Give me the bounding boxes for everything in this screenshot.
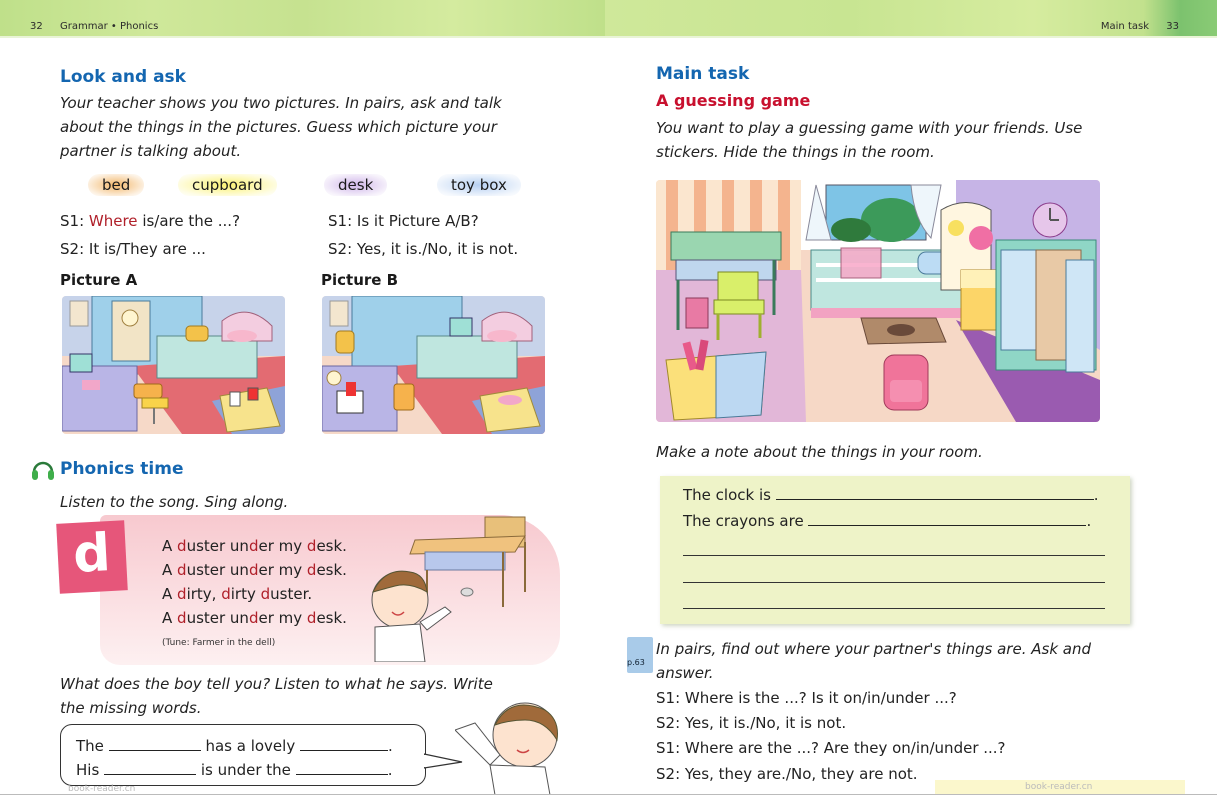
song-line-3: A dirty, dirty duster. — [162, 585, 313, 603]
dialogue-s2-right: S2: Yes, it is./No, it is not. — [328, 240, 519, 258]
song-line-1: A duster under my desk. — [162, 537, 347, 555]
vocab-desk: desk — [324, 174, 387, 196]
note-input-clock[interactable] — [776, 486, 1094, 500]
main-task-instruction-1: You want to play a guessing game with your friends. Use — [656, 119, 1083, 137]
main-dialogue-1: S1: Where is the ...? Is it on/in/under ...? — [656, 689, 957, 707]
main-task-title: Main task — [656, 64, 750, 84]
page-header-band — [605, 0, 1217, 38]
pairs-instruction-1: In pairs, find out where your partner's things are. Ask and — [656, 640, 1091, 658]
speech-line-1: The has a lovely . — [76, 737, 393, 755]
blank-input[interactable] — [300, 737, 388, 751]
section-label: Main task — [1100, 21, 1149, 32]
picture-b-label: Picture B — [321, 271, 399, 289]
bottom-rule — [0, 794, 605, 795]
boy-illustration — [455, 695, 565, 795]
main-dialogue-3: S1: Where are the ...? Are they on/in/under ...? — [656, 739, 1006, 757]
section-label: Grammar • Phonics — [60, 21, 159, 32]
tune-note: (Tune: Farmer in the dell) — [162, 638, 276, 648]
headphones-icon — [30, 456, 56, 482]
workbook-page-ref: p.63 — [627, 658, 645, 667]
note-blank-line[interactable] — [683, 582, 1105, 583]
main-dialogue-4: S2: Yes, they are./No, they are not. — [656, 765, 918, 783]
note-instruction: Make a note about the things in your room. — [656, 443, 983, 461]
blank-input[interactable] — [109, 737, 201, 751]
note-input-crayons[interactable] — [808, 512, 1086, 526]
room-illustration — [656, 180, 1100, 422]
look-and-ask-instruction-2: about the things in the pictures. Guess which picture your — [60, 118, 497, 136]
picture-a-illustration — [62, 296, 285, 434]
look-and-ask-title: Look and ask — [60, 67, 186, 87]
watermark: book-reader.cn — [68, 784, 136, 794]
left-page — [0, 0, 605, 800]
song-line-4: A duster under my desk. — [162, 609, 347, 627]
blank-input[interactable] — [104, 761, 196, 775]
blank-input[interactable] — [296, 761, 388, 775]
phonics-time-title: Phonics time — [60, 459, 184, 479]
dialogue-s1-left: S1: Where is/are the ...? — [60, 212, 241, 230]
watermark: book-reader.cn — [1025, 782, 1093, 792]
dialogue-s1-right: S1: Is it Picture A/B? — [328, 212, 479, 230]
note-line-clock: The clock is . — [683, 486, 1099, 504]
main-task-instruction-2: stickers. Hide the things in the room. — [656, 143, 935, 161]
main-dialogue-2: S2: Yes, it is./No, it is not. — [656, 714, 847, 732]
bottom-rule — [605, 794, 1217, 795]
guessing-game-subtitle: A guessing game — [656, 91, 811, 110]
picture-a-label: Picture A — [60, 271, 138, 289]
note-blank-line[interactable] — [683, 608, 1105, 609]
note-line-crayons: The crayons are . — [683, 512, 1092, 530]
note-blank-line[interactable] — [683, 555, 1105, 556]
dialogue-s2-left: S2: It is/They are ... — [60, 240, 206, 258]
vocab-toy-box: toy box — [437, 174, 521, 196]
phonics-instruction: Listen to the song. Sing along. — [60, 493, 289, 511]
phonics-letter-tile: d — [56, 520, 128, 593]
pairs-instruction-2: answer. — [656, 664, 714, 682]
look-and-ask-instruction-3: partner is talking about. — [60, 142, 242, 160]
vocab-cupboard: cupboard — [178, 174, 277, 196]
page-number: 32 — [30, 21, 43, 32]
boy-and-desk-illustration — [365, 512, 535, 662]
speech-line-2: His is under the . — [76, 761, 393, 779]
boy-question-2: the missing words. — [60, 699, 202, 717]
page-number: 33 — [1166, 21, 1179, 32]
boy-question-1: What does the boy tell you? Listen to what he says. Write — [60, 675, 493, 693]
workbook-reference-icon[interactable] — [627, 637, 653, 673]
song-line-2: A duster under my desk. — [162, 561, 347, 579]
look-and-ask-instruction-1: Your teacher shows you two pictures. In pairs, ask and talk — [60, 94, 502, 112]
picture-b-illustration — [322, 296, 545, 434]
page-header-band — [0, 0, 605, 38]
vocab-bed: bed — [88, 174, 144, 196]
